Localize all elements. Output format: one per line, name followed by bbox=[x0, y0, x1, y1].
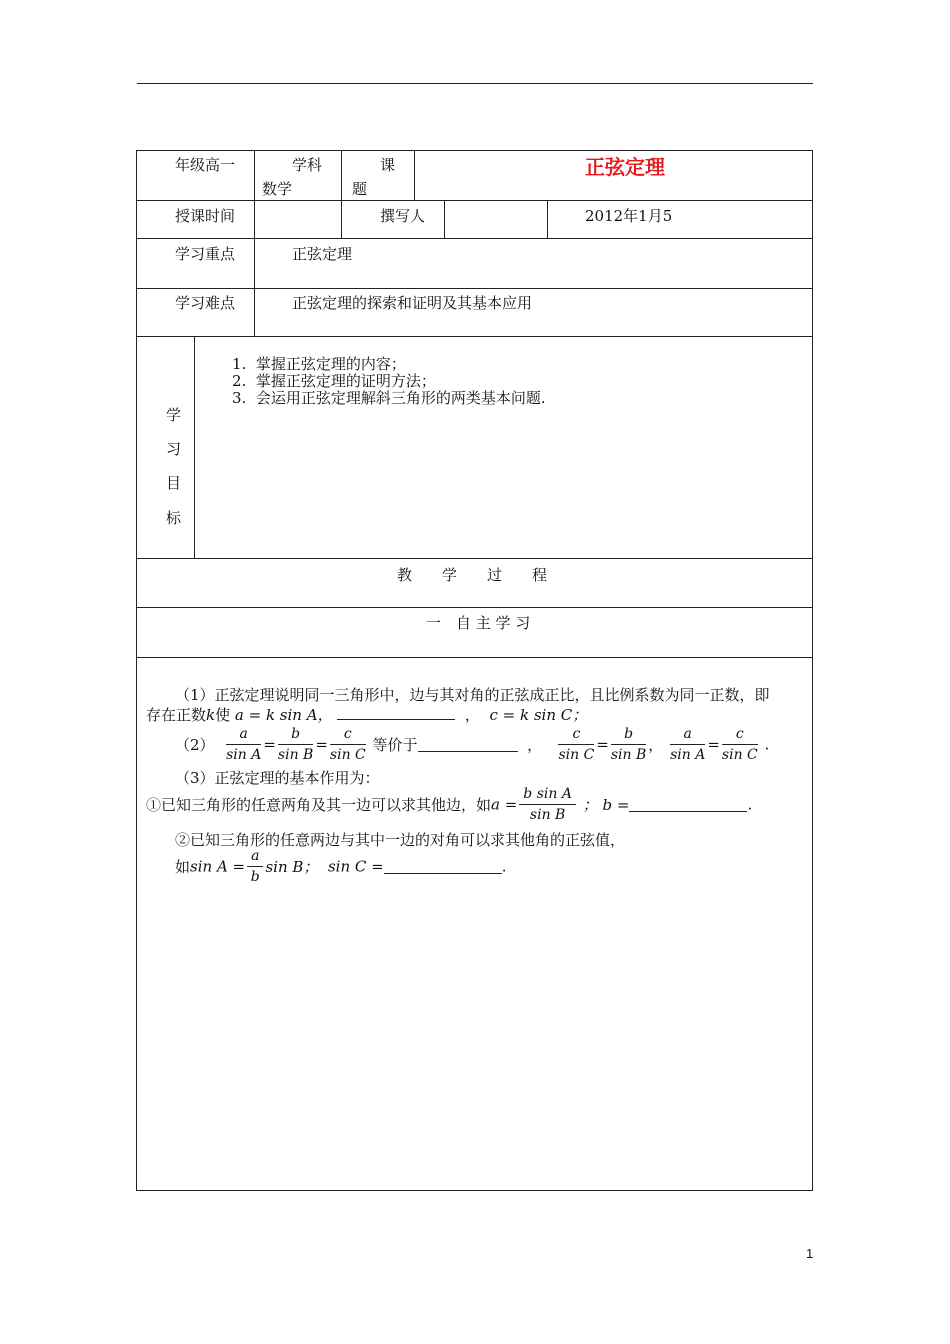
key-point-label: 学习重点 bbox=[175, 245, 236, 263]
top-rule bbox=[137, 83, 813, 84]
lesson-title: 正弦定理 bbox=[585, 155, 665, 179]
lesson-date: 2012年1月5 bbox=[585, 207, 673, 225]
section-heading: 一 自 主 学 习 bbox=[426, 614, 531, 632]
goals-label-char: 习 bbox=[166, 440, 182, 458]
goal-num: 2. bbox=[232, 372, 247, 390]
goal-num: 1. bbox=[232, 355, 247, 373]
page-number: 1 bbox=[806, 1246, 814, 1261]
paragraph-1: （1）正弦定理说明同一三角形中，边与其对角的正弦成正比，且比例系数为同一正数，即 bbox=[175, 686, 770, 704]
answer-blank[interactable] bbox=[418, 737, 518, 752]
goal-text: 掌握正弦定理的证明方法； bbox=[255, 372, 436, 390]
answer-blank[interactable] bbox=[629, 797, 747, 812]
key-point-value: 正弦定理 bbox=[292, 245, 353, 263]
paragraph-4: ①已知三角形的任意两角及其一边可以求其他边，如a = $\frac{\text{b sin A}}{\text{sin B}}$ ； b = . bbox=[146, 786, 753, 823]
topic-label-bottom: 题 bbox=[352, 180, 368, 198]
goal-text: 掌握正弦定理的内容； bbox=[255, 355, 406, 373]
paragraph-2: （2） $\frac{a}{\text{sin A}}$ = $\frac{b}{\text{sin B}}$ = $\frac{c}{\text{sin C}}$ 等价于 ， $\frac{c}{\text{sin C}}$ = $\frac{b}{\text{sin B}}$ ， $\frac{a}{\text{sin A}}$ = $\frac{c}{\text{sin C}}$ . bbox=[175, 726, 770, 763]
difficulty-label: 学习难点 bbox=[175, 294, 236, 312]
goals-label-char: 目 bbox=[166, 474, 182, 492]
paragraph-6: 如sin A = $\frac{a}{b}$ sin B； sin C = . bbox=[175, 848, 507, 885]
author-label: 撰写人 bbox=[380, 207, 426, 225]
grade-label: 年级高一 bbox=[175, 156, 236, 174]
time-label: 授课时间 bbox=[175, 207, 236, 225]
goals-label-char: 学 bbox=[166, 406, 182, 424]
difficulty-value: 正弦定理的探索和证明及其基本应用 bbox=[292, 294, 533, 312]
subject-label: 学科 bbox=[292, 156, 323, 174]
paragraph-1-line2: 存在正数k使 a = k sin A， ， c = k sin C； bbox=[146, 706, 588, 724]
paragraph-5: ②已知三角形的任意两边与其中一边的对角可以求其他角的正弦值， bbox=[175, 831, 626, 849]
topic-label-top: 课 bbox=[380, 156, 396, 174]
goal-text: 会运用正弦定理解斜三角形的两类基本问题. bbox=[255, 389, 546, 407]
process-heading: 教 学 过 程 bbox=[397, 566, 548, 584]
answer-blank[interactable] bbox=[337, 705, 455, 720]
subject-value: 数学 bbox=[262, 180, 293, 198]
goal-num: 3. bbox=[232, 389, 247, 407]
paragraph-3: （3）正弦定理的基本作用为： bbox=[175, 769, 380, 787]
goals-label-char: 标 bbox=[166, 509, 182, 527]
answer-blank[interactable] bbox=[384, 859, 502, 874]
goal-item bbox=[232, 387, 546, 408]
